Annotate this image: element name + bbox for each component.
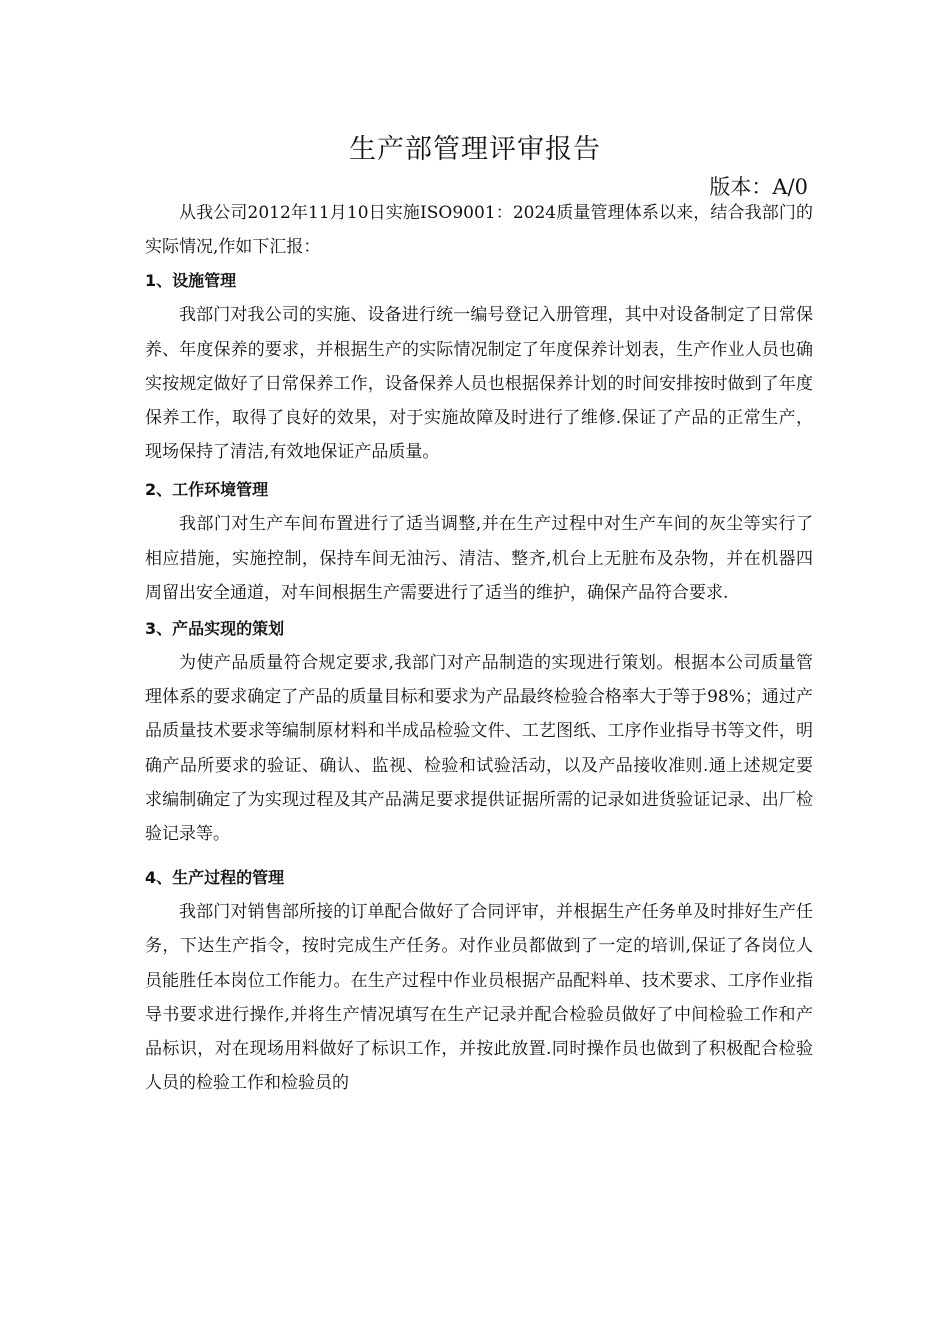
document-title: 生产部管理评审报告	[349, 134, 601, 165]
section-paragraph: 我部门对销售部所接的订单配合做好了合同评审，并根据生产任务单及时排好生产任务，下达生产指令，按时完成生产任务。对作业员都做到了一定的培训,保证了各岗位人员能胜任本岗位工作能力。在生产过程中作业员根据产品配料单、技术要求、工序作业指导书要求进行操作,并将生产情况填写在生产记录并配合检验员做好了中间检验工作和产品标识，对在现场用料做好了标识工作，并按此放置.同时操作员也做到了积极配合检验人员的检验工作和检验员的	[145, 902, 813, 1094]
section-product-planning	[145, 612, 813, 851]
intro-paragraph: 从我公司2012年11月10日实施ISO9001：2024质量管理体系以来，结合我部门的实际情况,作如下汇报：	[145, 203, 813, 258]
document-body	[145, 196, 813, 1100]
section-paragraph: 我部门对我公司的实施、设备进行统一编号登记入册管理，其中对设备制定了日常保养、年度保养的要求，并根据生产的实际情况制定了年度保养计划表，生产作业人员也确实按规定做好了日常保养工作，设备保养人员也根据保养计划的时间安排按时做到了年度保养工作，取得了良好的效果，对于实施故障及时进行了维修.保证了产品的正常生产，现场保持了清洁,有效地保证产品质量。	[145, 305, 813, 463]
version-label: 版本：A/0	[709, 175, 808, 199]
section-facilities	[145, 264, 813, 469]
section-work-environment	[145, 473, 813, 610]
section-production-process	[145, 861, 813, 1100]
section-paragraph: 我部门对生产车间布置进行了适当调整,并在生产过程中对生产车间的灰尘等实行了相应措施，实施控制，保持车间无油污、清洁、整齐,机台上无脏布及杂物，并在机器四周留出安全通道，对车间根据生产需要进行了适当的维护，确保产品符合要求.	[145, 514, 813, 603]
section-heading: 1、设施管理	[145, 271, 237, 291]
section-paragraph: 为使产品质量符合规定要求,我部门对产品制造的实现进行策划。根据本公司质量管理体系的要求确定了产品的质量目标和要求为产品最终检验合格率大于等于98%；通过产品质量技术要求等编制原材料和半成品检验文件、工艺图纸、工序作业指导书等文件，明确产品所要求的验证、确认、监视、检验和试验活动，以及产品接收准则.通上述规定要求编制确定了为实现过程及其产品满足要求提供证据所需的记录如进货验证记录、出厂检验记录等。	[145, 653, 813, 845]
section-heading: 3、产品实现的策划	[145, 619, 285, 639]
section-heading: 4、生产过程的管理	[145, 868, 285, 888]
section-heading: 2、工作环境管理	[145, 480, 269, 500]
